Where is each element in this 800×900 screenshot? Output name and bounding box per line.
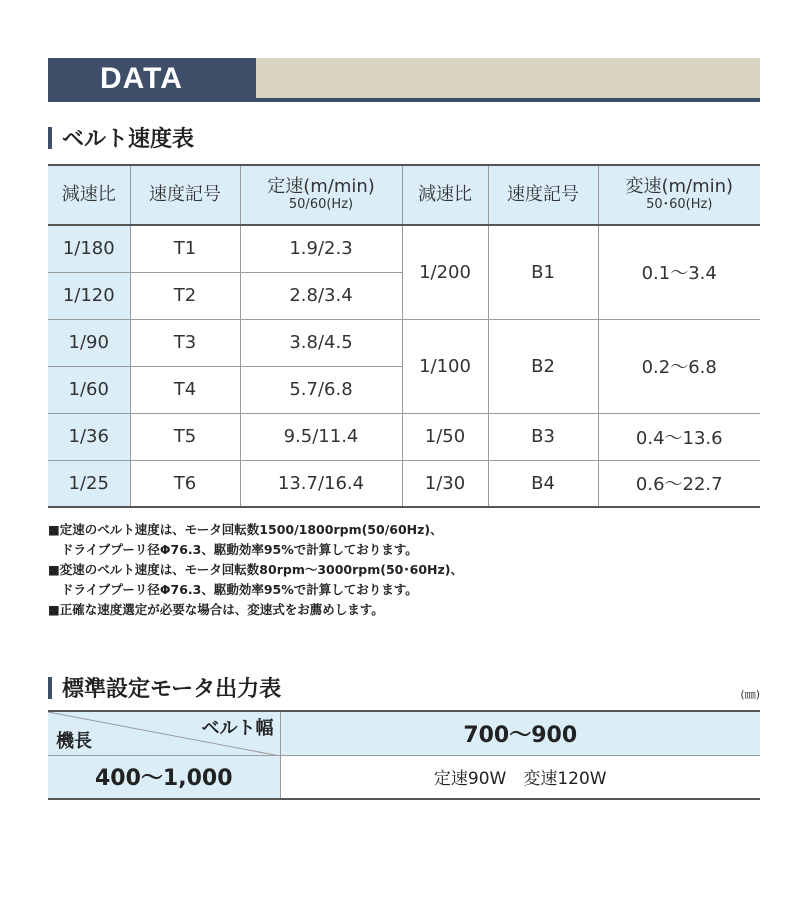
variable-code: B1 [488, 225, 598, 319]
table-row [48, 460, 760, 507]
fixed-ratio: 1/180 [48, 225, 130, 272]
fixed-ratio: 1/90 [48, 319, 130, 366]
header-speed-fixed-main: 定速(m/min) [267, 176, 375, 198]
motor-data-row [48, 755, 760, 799]
fixed-code: T1 [130, 225, 240, 272]
note-line: ドライブプーリ径Φ76.3、駆動効率95%で計算しております。 [61, 542, 418, 557]
fixed-speed: 5.7/6.8 [240, 366, 402, 413]
header-speed-fixed-sub: 50/60(Hz) [288, 196, 354, 212]
variable-speed: 0.2～6.8 [598, 319, 760, 413]
fixed-speed: 3.8/4.5 [240, 319, 402, 366]
fixed-speed: 9.5/11.4 [240, 413, 402, 460]
fixed-code: T5 [130, 413, 240, 460]
variable-speed: 0.4～13.6 [598, 413, 760, 460]
belt-width-label: ベルト幅 [201, 718, 274, 739]
header-code-fixed: 速度記号 [130, 165, 240, 225]
title-accent-bar [48, 677, 52, 699]
header-speed-variable [598, 165, 760, 225]
motor-section-title [48, 672, 281, 703]
speed-section-title [48, 122, 194, 153]
note-line: ■変速のベルト速度は、モータ回転数80rpm～3000rpm(50･60Hz)、 [48, 562, 463, 577]
variable-ratio: 1/30 [402, 460, 488, 507]
table-row [48, 225, 760, 272]
title-accent-bar [48, 127, 52, 149]
fixed-code: T6 [130, 460, 240, 507]
fixed-speed: 13.7/16.4 [240, 460, 402, 507]
variable-code: B3 [488, 413, 598, 460]
variable-ratio: 1/100 [402, 319, 488, 413]
machine-length-range: 400～1,000 [48, 755, 280, 799]
variable-code: B4 [488, 460, 598, 507]
belt-width-range: 700～900 [280, 711, 760, 755]
fixed-code: T3 [130, 319, 240, 366]
table-row [48, 413, 760, 460]
fixed-ratio: 1/25 [48, 460, 130, 507]
fixed-ratio: 1/36 [48, 413, 130, 460]
unit-label: (㎜) [740, 688, 760, 701]
header-speed-fixed [240, 165, 402, 225]
header-ratio-fixed: 減速比 [48, 165, 130, 225]
variable-speed: 0.1～3.4 [598, 225, 760, 319]
header-code-variable: 速度記号 [488, 165, 598, 225]
fixed-ratio: 1/120 [48, 272, 130, 319]
fixed-ratio: 1/60 [48, 366, 130, 413]
table-header-row [48, 165, 760, 225]
fixed-speed: 1.9/2.3 [240, 225, 402, 272]
fixed-code: T4 [130, 366, 240, 413]
fixed-code: T2 [130, 272, 240, 319]
variable-ratio: 1/50 [402, 413, 488, 460]
variable-speed: 0.6～22.7 [598, 460, 760, 507]
machine-length-label: 機長 [56, 730, 92, 752]
header-ratio-variable: 減速比 [402, 165, 488, 225]
header-speed-variable-sub: 50･60(Hz) [646, 196, 713, 212]
speed-notes [48, 520, 463, 620]
speed-section-title-text: ベルト速度表 [62, 127, 195, 152]
fixed-speed: 2.8/3.4 [240, 272, 402, 319]
variable-code: B2 [488, 319, 598, 413]
note-line: ■定速のベルト速度は、モータ回転数1500/1800rpm(50/60Hz)、 [48, 522, 443, 537]
data-header-bar [48, 58, 760, 102]
motor-header-row [48, 711, 760, 755]
data-header-title: DATA [48, 58, 256, 98]
motor-output-table [48, 710, 760, 800]
belt-speed-table [48, 164, 760, 508]
diagonal-header-cell [48, 711, 280, 755]
motor-power-value: 定速90W 変速120W [280, 755, 760, 799]
header-speed-variable-main: 変速(m/min) [625, 176, 734, 198]
variable-ratio: 1/200 [402, 225, 488, 319]
note-line: ■正確な速度選定が必要な場合は、変速式をお薦めします。 [48, 602, 384, 617]
motor-section-title-text: 標準設定モータ出力表 [62, 677, 282, 702]
table-row [48, 319, 760, 366]
note-line: ドライブプーリ径Φ76.3、駆動効率95%で計算しております。 [61, 582, 418, 597]
